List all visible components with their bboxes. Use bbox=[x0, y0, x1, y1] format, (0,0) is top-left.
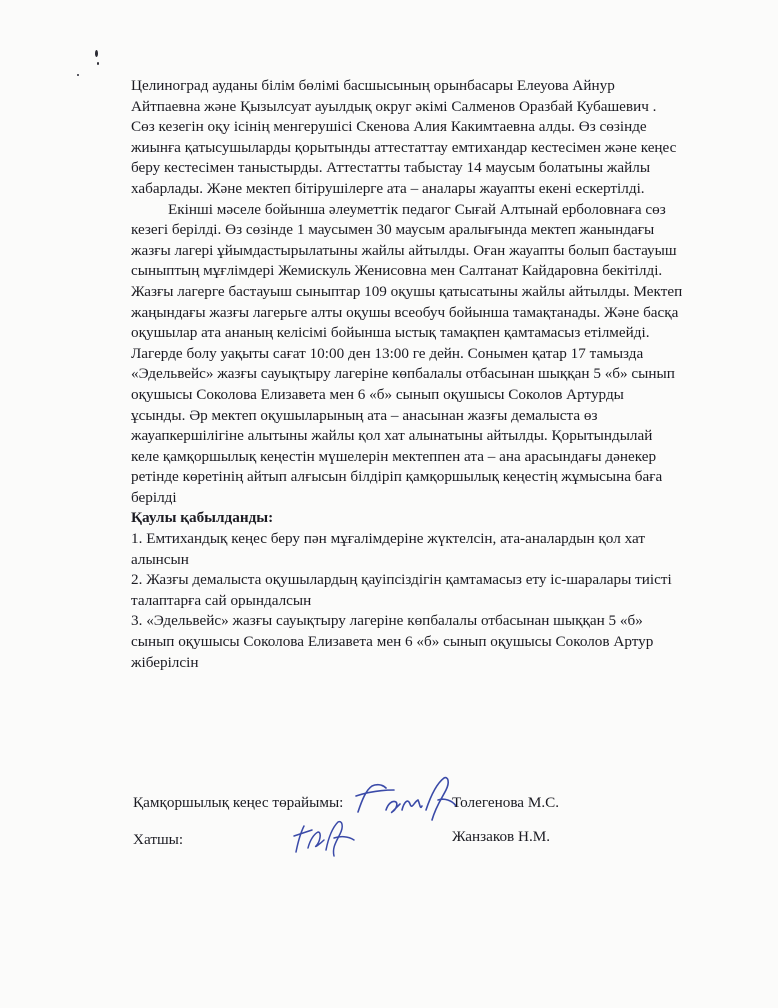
resolution-heading: Қаулы қабылданды: bbox=[131, 509, 274, 527]
document-body bbox=[131, 76, 691, 673]
text-line: Айтпаевна және Қызылсуат ауылдық округ әкімі Салменов Оразбай Кубашевич . bbox=[131, 97, 657, 115]
scan-speck bbox=[95, 50, 98, 57]
text-line: беру кестесімен таныстырды. Аттестатты табыстау 14 маусым болатыны жайлы bbox=[131, 159, 651, 177]
paragraph-2 bbox=[131, 200, 691, 509]
resolution-line: алынсын bbox=[131, 550, 189, 568]
text-line: оқушысы Соколова Елизавета мен 6 «б» сынып оқушысы Соколов Артурды bbox=[131, 385, 624, 403]
text-line: жауапкершілігіне алытыны жайлы қол хат алынатыны айтылды. Қорытындылай bbox=[131, 427, 653, 445]
text-line: Сөз кезегін оқу ісінің менгерушісі Скенова Алия Какимтаевна алды. Өз сөзінде bbox=[131, 118, 647, 136]
secretary-signature bbox=[290, 814, 360, 862]
resolution-line: талаптарға сай орындалсын bbox=[131, 591, 312, 609]
text-line: Екінші мәселе бойынша әлеуметтік педагог Сығай Алтынай ерболовнаға сөз bbox=[168, 200, 666, 218]
text-line: «Эдельвейс» жазғы сауықтыру лагеріне көпбалалы отбасынан шыққан 5 «б» сынып bbox=[131, 365, 675, 383]
text-line: жаңындағы жазғы лагерьге алты оқушы всеобуч бойынша тамақтанады. Және басқа bbox=[131, 303, 679, 321]
resolution-line: жіберілсін bbox=[131, 653, 199, 671]
text-line: хабарлады. Және мектеп бітірушілерге ата – аналары жауапты екені ескертілді. bbox=[131, 179, 645, 197]
text-line: Жазғы лагерге бастауыш сыныптар 109 оқушы қатысатыны жайлы айтылды. Мектеп bbox=[131, 282, 683, 300]
text-line: келе қамқоршылық кеңестін мүшелерін мектеппен ата – ана арасындағы дәнекер bbox=[131, 447, 657, 465]
secretary-title: Хатшы: bbox=[133, 831, 184, 848]
text-line: Лагерде болу уақыты сағат 10:00 ден 13:00 ге дейн. Сонымен қатар 17 тамызда bbox=[131, 344, 644, 362]
chair-signature bbox=[352, 770, 462, 830]
chair-name: Толегенова М.С. bbox=[452, 794, 560, 811]
resolution-line: 1. Емтихандық кеңес беру пән мұғалімдеріне жүктелсін, ата-аналардын қол хат bbox=[131, 530, 645, 548]
text-line: жазғы лагері ұйымдастырылатыны жайлы айтылды. Оған жауапты болып бастауыш bbox=[131, 241, 677, 259]
text-line: оқушылар ата ананың келісімі бойынша ыстық тамақпен қамтамасыз етілмейді. bbox=[131, 324, 650, 342]
chair-title: Қамқоршылық кеңес төрайымы: bbox=[133, 794, 344, 811]
scan-speck bbox=[97, 62, 99, 65]
paragraph-1 bbox=[131, 76, 691, 200]
text-line: ұсынды. Әр мектеп оқушыларының ата – анасынан жазғы демалыста өз bbox=[131, 406, 598, 424]
secretary-name: Жанзаков Н.М. bbox=[452, 828, 551, 845]
text-line: Целиноград ауданы білім бөлімі басшысының орынбасары Елеуова Айнур bbox=[131, 77, 615, 94]
resolution-line: сынып оқушысы Соколова Елизавета мен 6 «б» сынып оқушысы Соколов Артур bbox=[131, 633, 654, 651]
text-line: жиынға қатысушыларды қорытынды аттестаттау емтихандар кестесімен және кеңес bbox=[131, 138, 677, 156]
text-line: кезегі берілді. Өз сөзінде 1 маусымен 30 маусым аралығында мектеп жанындағы bbox=[131, 221, 655, 239]
resolution-line: 3. «Эдельвейс» жазғы сауықтыру лагеріне көпбалалы отбасынан шыққан 5 «б» bbox=[131, 612, 643, 630]
resolution-list bbox=[131, 529, 691, 673]
text-line: ретінде көретінің айтып алғысын білдіріп қамқоршылық кеңестің жұмысына баға bbox=[131, 468, 663, 486]
scan-speck bbox=[77, 74, 79, 76]
resolution-line: 2. Жазғы демалыста оқушылардың қауіпсіздігін қамтамасыз ету іс-шаралары тиісті bbox=[131, 571, 672, 589]
text-line: сыныптың мұғлімдері Жемискуль Женисовна мен Салтанат Кайдаровна бекітілді. bbox=[131, 262, 663, 280]
text-line: берілді bbox=[131, 488, 177, 506]
